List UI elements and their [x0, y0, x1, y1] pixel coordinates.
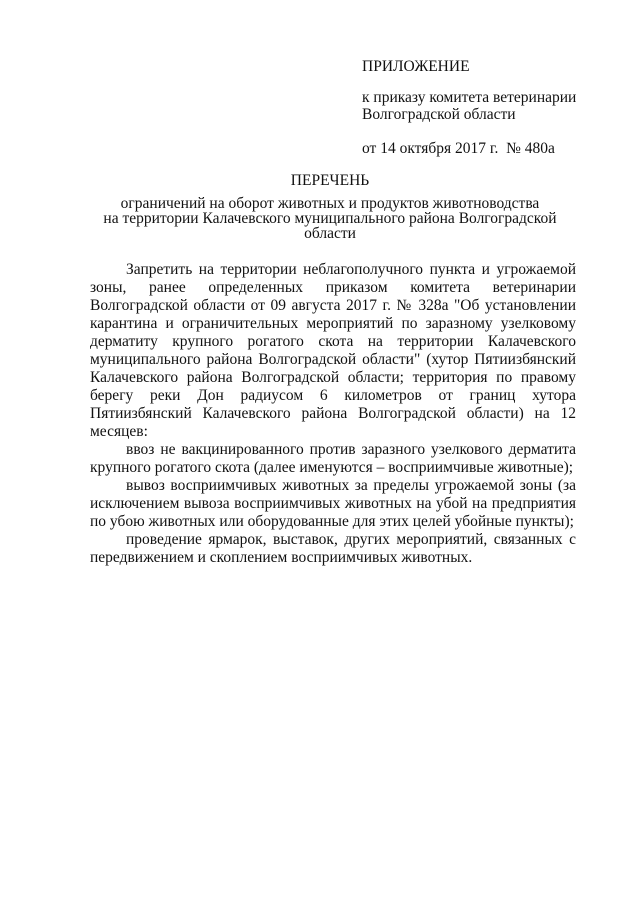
subtitle-line-3: области: [304, 225, 356, 242]
appendix-title: ПРИЛОЖЕНИЕ: [362, 58, 470, 75]
subtitle-line-2: на территории Калачевского муниципального района Волгоградской: [103, 210, 557, 227]
body-paragraph-import-ban: ввоз не вакцинированного против заразного узелкового дерматита крупного рогатого скота (далее именуются – восприимчивые животные);: [90, 441, 576, 476]
appendix-block: [362, 58, 622, 157]
body-paragraph-intro: Запретить на территории неблагополучного пункта и угрожаемой зоны, ранее определенных приказом комитета ветеринарии Волгоградской области от 09 августа 2017 г. № 328а "Об установлении карантина и ограничительных мероприятий по заразному узелковому дерматиту крупного рогатого скота на территории Калачевского муниципального района Волгоградской области" (хутор Пятиизбянский Калачевского района Волгоградской области; территория по правому берегу реки Дон радиусом 6 километров от границ хутора Пятиизбянский Калачевского района Волгоградской области) на 12 месяцев:: [90, 261, 576, 440]
appendix-order-reference: к приказу комитета ветеринарии: [362, 89, 577, 106]
document-title: ПЕРЕЧЕНЬ: [290, 172, 370, 189]
appendix-date-number: от 14 октября 2017 г. № 480а: [362, 140, 555, 157]
document-subtitle: [90, 196, 570, 241]
body-paragraph-events-ban: проведение ярмарок, выставок, других мероприятий, связанных с передвижением и скоплением восприимчивых животных.: [90, 531, 576, 566]
document-body: [90, 261, 576, 567]
subtitle-line-1: ограничений на оборот животных и продуктов животноводства: [120, 195, 540, 212]
body-paragraph-export-ban: вывоз восприимчивых животных за пределы угрожаемой зоны (за исключением вывоза восприимчивых животных на убой на предприятия по убою животных или оборудованные для этих целей убойные пункты);: [90, 477, 576, 530]
appendix-region: Волгоградской области: [362, 106, 516, 123]
